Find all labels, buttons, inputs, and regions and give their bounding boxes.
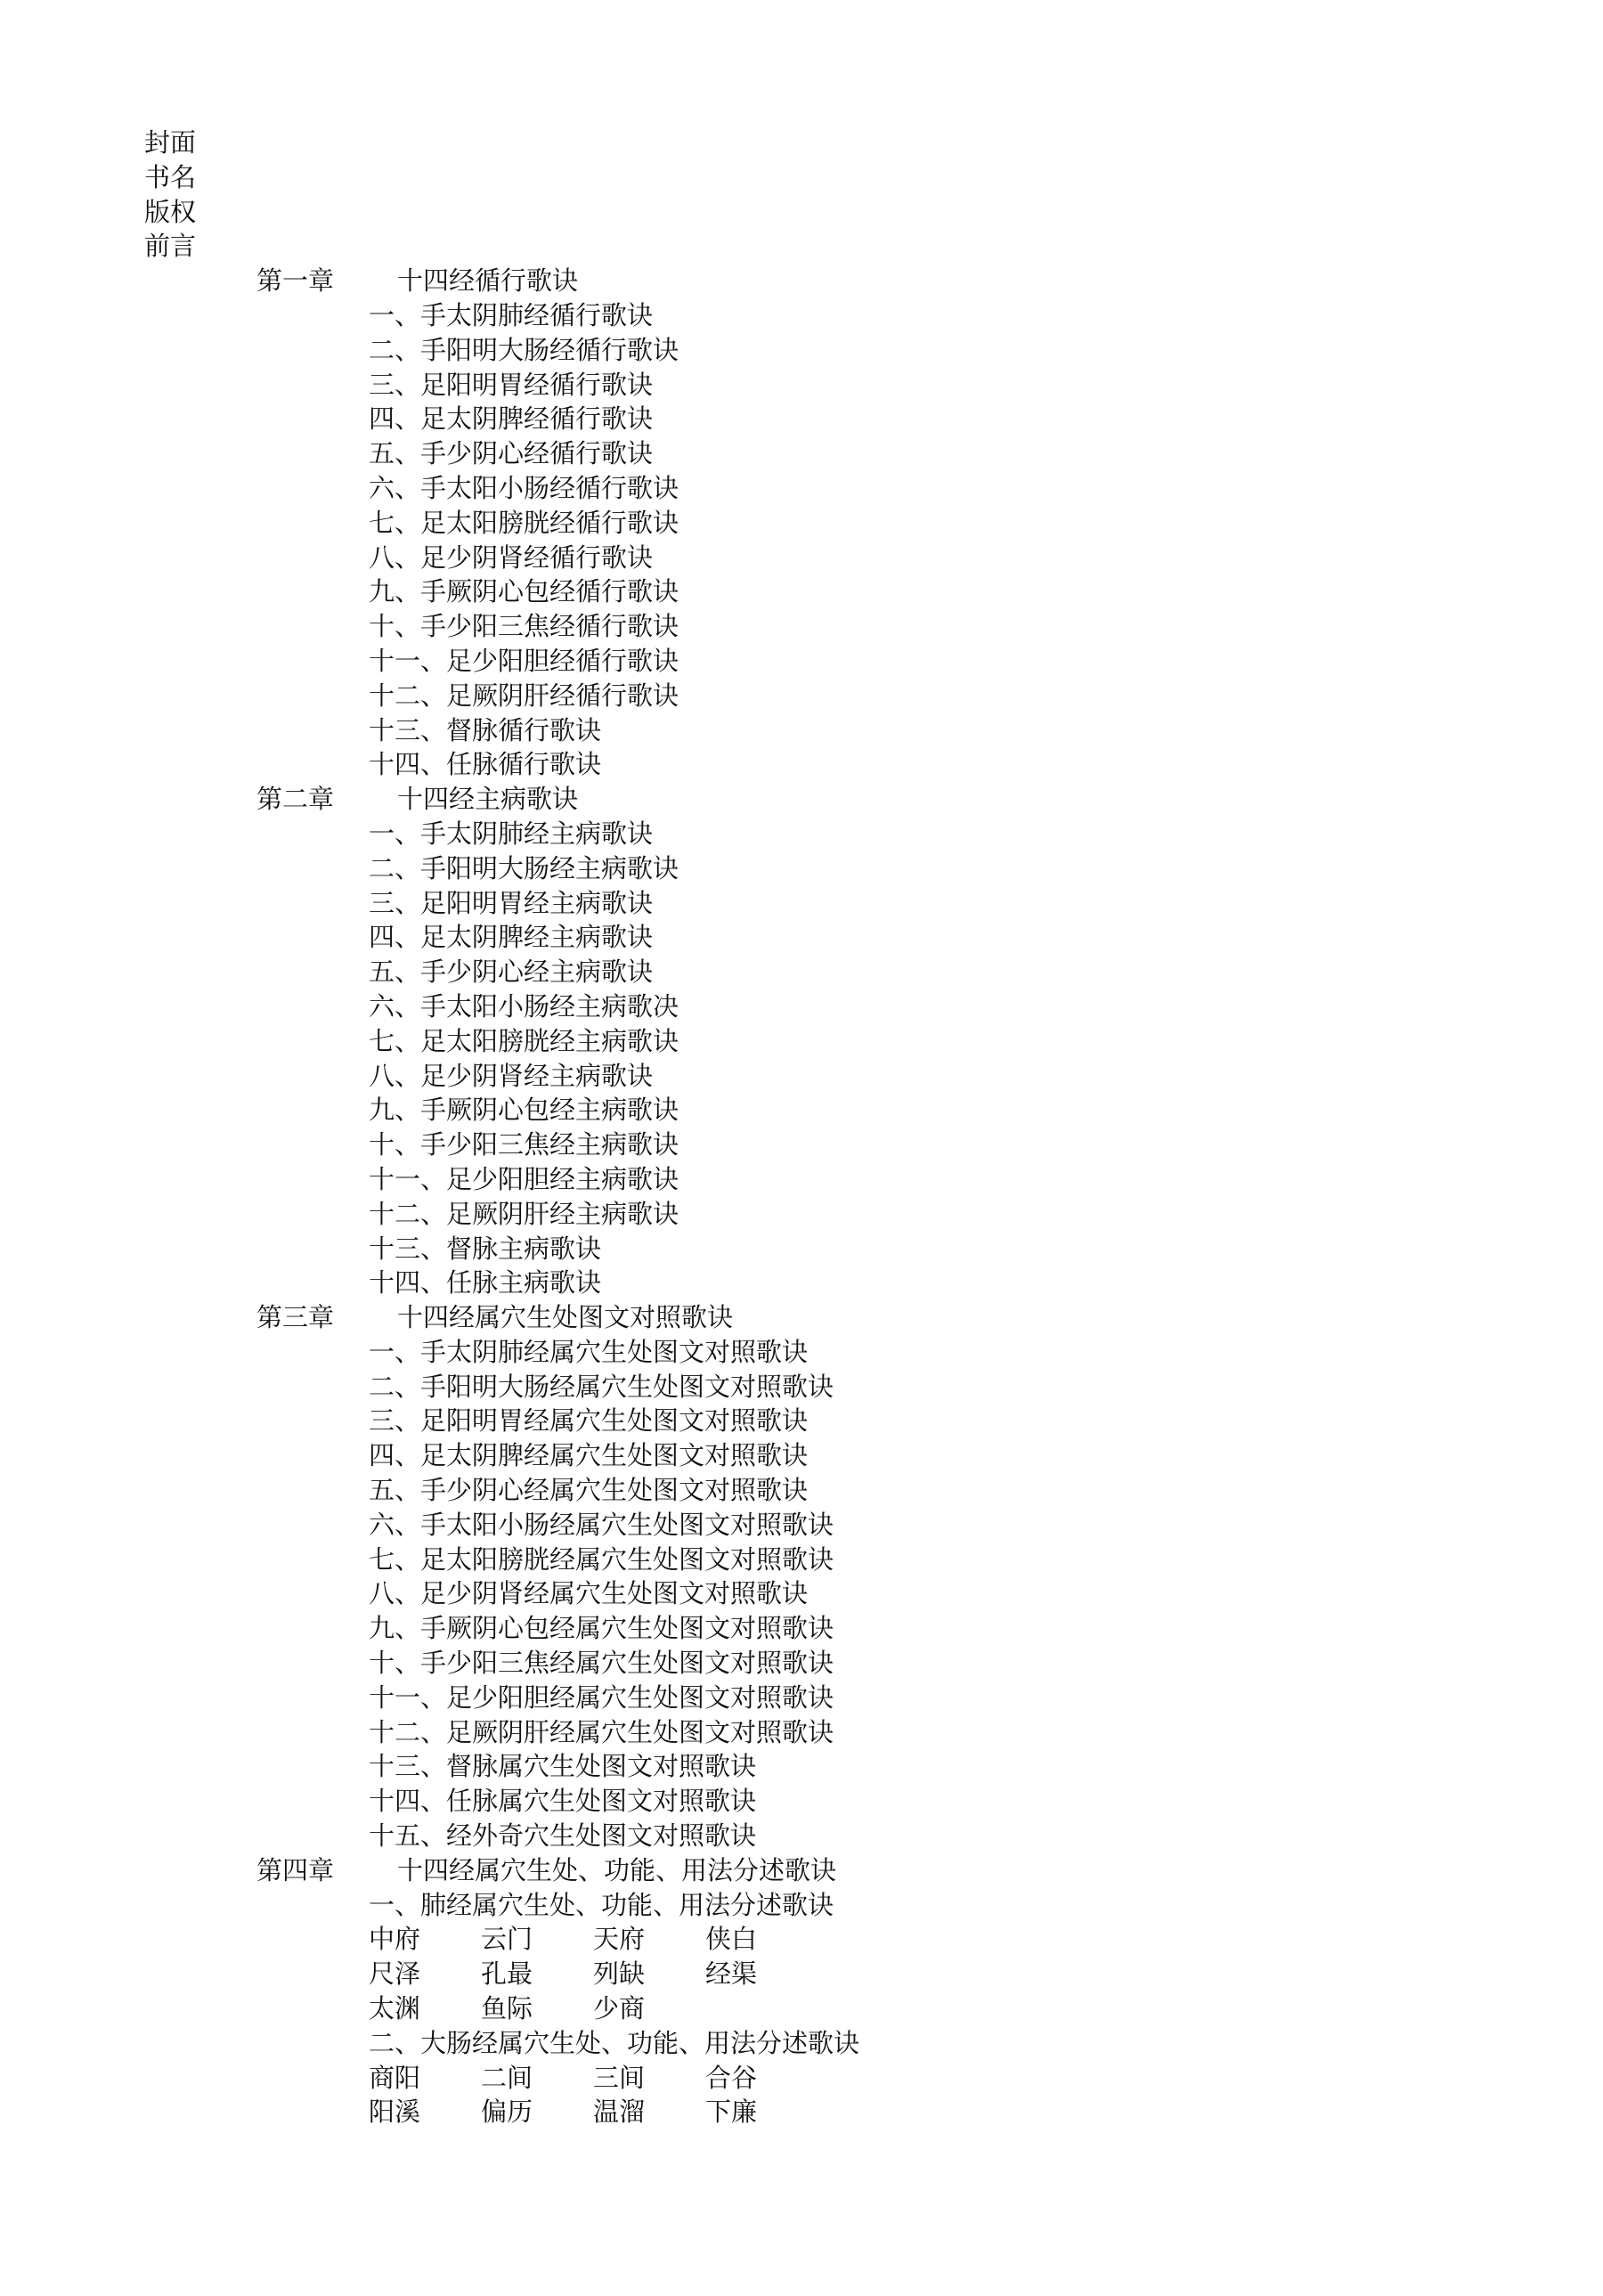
toc-section[interactable]: 十三、督脉主病歌诀 (369, 1233, 602, 1264)
chapter-number: 第二章 (256, 784, 335, 815)
chapter-number: 第三章 (256, 1302, 335, 1333)
toc-section[interactable]: 十二、足厥阴肝经属穴生处图文对照歌诀 (369, 1716, 834, 1747)
toc-section[interactable]: 四、足太阴脾经属穴生处图文对照歌诀 (369, 1440, 809, 1471)
acupoint-link[interactable]: 偏历 (481, 2097, 533, 2128)
toc-entry-copyright[interactable] (0, 195, 1603, 230)
acupoint-link[interactable]: 天府 (593, 1924, 646, 1955)
acupoint-row (0, 1991, 1603, 2026)
toc-section[interactable]: 九、手厥阴心包经属穴生处图文对照歌诀 (369, 1613, 834, 1644)
toc-chapter-3[interactable] (0, 1300, 1603, 1335)
chapter-title: 十四经属穴生处图文对照歌诀 (397, 1302, 734, 1333)
toc-section[interactable]: 八、足少阴肾经属穴生处图文对照歌诀 (369, 1578, 809, 1609)
table-of-contents (0, 126, 1603, 2129)
acupoint-row (0, 1957, 1603, 1991)
toc-section[interactable]: 十一、足少阳胆经循行歌诀 (369, 645, 679, 676)
acupoint-link[interactable]: 合谷 (705, 2062, 758, 2093)
toc-section[interactable]: 一、手太阴肺经循行歌诀 (369, 299, 654, 330)
toc-section[interactable]: 十、手少阳三焦经循行歌诀 (369, 611, 679, 642)
toc-section[interactable]: 十二、足厥阴肝经循行歌诀 (369, 680, 679, 711)
acupoint-link[interactable]: 温溜 (593, 2097, 646, 2128)
toc-entry-book-title[interactable] (0, 160, 1603, 195)
acupoint-link[interactable]: 二间 (481, 2062, 533, 2093)
toc-section[interactable]: 十二、足厥阴肝经主病歌诀 (369, 1198, 679, 1229)
acupoint-row (0, 2095, 1603, 2129)
toc-section[interactable]: 八、足少阴肾经主病歌诀 (369, 1060, 654, 1091)
toc-section[interactable]: 十一、足少阳胆经属穴生处图文对照歌诀 (369, 1681, 834, 1713)
acupoint-row (0, 2061, 1603, 2096)
toc-section[interactable]: 五、手少阴心经循行歌诀 (369, 438, 654, 469)
acupoint-link[interactable]: 云门 (481, 1924, 533, 1955)
chapter-title: 十四经属穴生处、功能、用法分述歌诀 (397, 1854, 837, 1885)
toc-section[interactable]: 十三、督脉属穴生处图文对照歌诀 (369, 1751, 757, 1782)
toc-section[interactable]: 二、手阳明大肠经属穴生处图文对照歌诀 (369, 1371, 834, 1402)
acupoint-link[interactable]: 鱼际 (481, 1993, 533, 2024)
acupoint-link[interactable]: 三间 (593, 2062, 646, 2093)
chapter-number: 第一章 (256, 265, 335, 297)
toc-section[interactable]: 一、手太阴肺经属穴生处图文对照歌诀 (369, 1336, 809, 1367)
toc-section[interactable]: 十、手少阳三焦经属穴生处图文对照歌诀 (369, 1648, 834, 1679)
acupoint-link[interactable]: 阳溪 (369, 2097, 421, 2128)
toc-section[interactable]: 十五、经外奇穴生处图文对照歌诀 (369, 1820, 757, 1852)
toc-chapter-1[interactable] (0, 264, 1603, 298)
chapter-title: 十四经主病歌诀 (397, 784, 579, 815)
toc-section[interactable]: 二、大肠经属穴生处、功能、用法分述歌诀 (369, 2027, 860, 2058)
toc-section[interactable]: 十一、足少阳胆经主病歌诀 (369, 1163, 679, 1194)
acupoint-link[interactable]: 侠白 (705, 1924, 758, 1955)
toc-section[interactable]: 九、手厥阴心包经循行歌诀 (369, 576, 679, 607)
acupoint-link[interactable]: 中府 (369, 1924, 421, 1955)
entry-label: 版权 (144, 196, 197, 227)
acupoint-link[interactable]: 列缺 (593, 1958, 646, 1990)
toc-section[interactable]: 三、足阳明胃经主病歌诀 (369, 887, 654, 918)
toc-section[interactable]: 六、手太阳小肠经属穴生处图文对照歌诀 (369, 1509, 834, 1540)
toc-section[interactable]: 十、手少阳三焦经主病歌诀 (369, 1129, 679, 1160)
toc-section[interactable]: 十四、任脉循行歌诀 (369, 749, 602, 780)
acupoint-link[interactable]: 经渠 (705, 1958, 758, 1990)
acupoint-row (0, 1922, 1603, 1957)
toc-entry-cover[interactable] (0, 126, 1603, 160)
toc-section[interactable]: 五、手少阴心经主病歌诀 (369, 957, 654, 988)
toc-section[interactable]: 一、肺经属穴生处、功能、用法分述歌诀 (369, 1889, 834, 1920)
toc-section[interactable]: 四、足太阴脾经循行歌诀 (369, 403, 654, 435)
chapter-title: 十四经循行歌诀 (397, 265, 579, 297)
toc-section[interactable]: 二、手阳明大肠经循行歌诀 (369, 334, 679, 365)
entry-label: 书名 (144, 161, 197, 192)
toc-chapter-2[interactable] (0, 782, 1603, 817)
toc-chapter-4[interactable] (0, 1853, 1603, 1888)
toc-section[interactable]: 六、手太阳小肠经循行歌诀 (369, 472, 679, 503)
toc-section[interactable]: 十三、督脉循行歌诀 (369, 714, 602, 745)
toc-section[interactable]: 一、手太阴肺经主病歌诀 (369, 818, 654, 849)
chapter-number: 第四章 (256, 1854, 335, 1885)
toc-section[interactable]: 三、足阳明胃经循行歌诀 (369, 369, 654, 400)
toc-section[interactable]: 七、足太阳膀胱经循行歌诀 (369, 507, 679, 538)
acupoint-link[interactable]: 太渊 (369, 1993, 421, 2024)
acupoint-link[interactable]: 下廉 (705, 2097, 758, 2128)
acupoint-link[interactable]: 商阳 (369, 2062, 421, 2093)
acupoint-link[interactable]: 少商 (593, 1993, 646, 2024)
toc-section[interactable]: 二、手阳明大肠经主病歌诀 (369, 852, 679, 883)
acupoint-link[interactable]: 尺泽 (369, 1958, 421, 1990)
toc-section[interactable]: 三、足阳明胃经属穴生处图文对照歌诀 (369, 1405, 809, 1437)
entry-label: 前言 (144, 231, 197, 262)
toc-section[interactable]: 七、足太阳膀胱经属穴生处图文对照歌诀 (369, 1543, 834, 1575)
toc-section[interactable]: 九、手厥阴心包经主病歌诀 (369, 1095, 679, 1126)
toc-section[interactable]: 八、足少阴肾经循行歌诀 (369, 541, 654, 573)
toc-section[interactable]: 六、手太阳小肠经主病歌决 (369, 990, 679, 1022)
toc-section[interactable]: 四、足太阴脾经主病歌诀 (369, 922, 654, 953)
toc-section[interactable]: 五、手少阴心经属穴生处图文对照歌诀 (369, 1475, 809, 1506)
toc-entry-preface[interactable] (0, 229, 1603, 264)
toc-section[interactable]: 七、足太阳膀胱经主病歌诀 (369, 1025, 679, 1056)
toc-section[interactable]: 十四、任脉主病歌诀 (369, 1267, 602, 1299)
acupoint-link[interactable]: 孔最 (481, 1958, 533, 1990)
toc-section[interactable]: 十四、任脉属穴生处图文对照歌诀 (369, 1786, 757, 1817)
entry-label: 封面 (144, 127, 197, 158)
